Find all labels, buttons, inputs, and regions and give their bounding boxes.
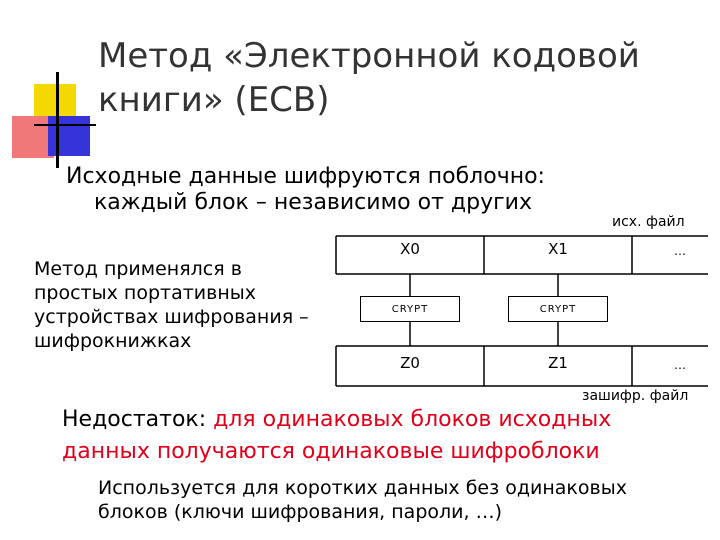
side-note-line3: устройствах шифрования – xyxy=(34,306,309,328)
drawback-red-line1: для одинаковых блоков исходных xyxy=(213,407,612,432)
drawback-text xyxy=(62,404,611,468)
slide-title-line2: книги» (ЕСВ) xyxy=(98,80,330,120)
cell-x0: X0 xyxy=(400,240,420,258)
cell-z0: Z0 xyxy=(400,354,420,372)
cell-bottom-ellipsis: … xyxy=(674,358,686,372)
usage-line1: Используется для коротких данных без одинаковых xyxy=(98,477,627,499)
usage-text xyxy=(98,476,627,524)
intro-line1: Исходные данные шифруются поблочно: xyxy=(66,164,545,189)
cell-top-ellipsis: … xyxy=(674,244,686,258)
drawback-line1 xyxy=(62,404,611,436)
drawback-prefix: Недостаток: xyxy=(62,407,214,432)
side-note-line1: Метод применялся в xyxy=(34,258,242,280)
encrypted-file-label: зашифр. файл xyxy=(582,388,689,404)
intro-line2: каждый блок – независимо от других xyxy=(94,190,532,215)
drawback-red-line2: данных получаются одинаковые шифроблоки xyxy=(62,439,600,464)
side-note-line2: простых портативных xyxy=(34,282,257,304)
crypt-box-2: CRYPT xyxy=(508,296,608,322)
crypt-box-1: CRYPT xyxy=(360,296,460,322)
source-file-label: исх. файл xyxy=(612,214,685,230)
cell-z1: Z1 xyxy=(548,354,568,372)
cell-x1: X1 xyxy=(548,240,568,258)
side-note-line4: шифрокнижках xyxy=(34,330,192,352)
usage-line2: блоков (ключи шифрования, пароли, …) xyxy=(98,501,502,523)
slide-title-line1: Метод «Электронной кодовой xyxy=(98,36,640,76)
